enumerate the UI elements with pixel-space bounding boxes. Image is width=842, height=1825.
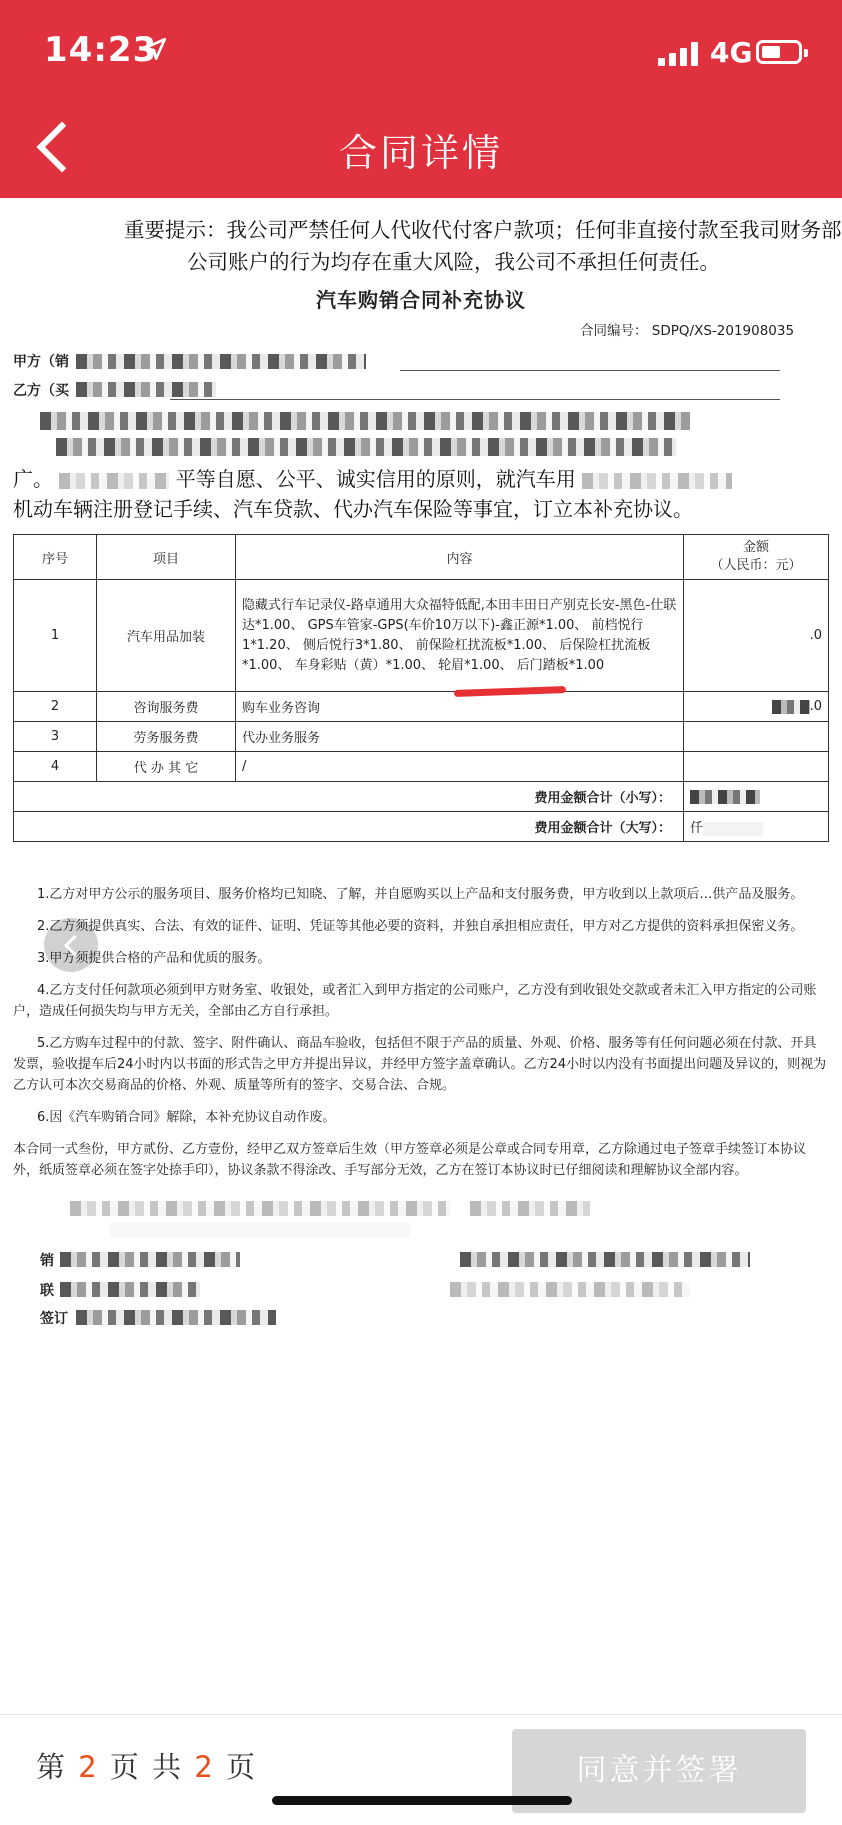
redacted-inline-2 (582, 473, 732, 489)
row-amount (684, 722, 829, 752)
location-arrow-icon (142, 36, 168, 62)
status-time: 14:23 (44, 30, 158, 70)
row-item: 劳务服务费 (97, 722, 236, 752)
terms-section (13, 884, 829, 1192)
header-no: 序号 (14, 535, 97, 580)
party-b-line (170, 399, 780, 400)
party-a-label: 甲方（销 (13, 354, 69, 370)
home-indicator[interactable] (272, 1796, 572, 1805)
signal-icon (658, 42, 702, 66)
redacted-contact-right (450, 1282, 690, 1297)
notice-line-2: 公司账户的行为均存在重大风险，我公司不承担任何责任。 (187, 250, 720, 274)
total-pages: 2 (194, 1750, 215, 1784)
row-content: 购车业务咨询 (236, 692, 684, 722)
previous-page-arrow[interactable] (44, 918, 98, 972)
term-5: 5.乙方购车过程中的付款、签字、附件确认、商品车验收，包括但不限于产品的质量、外观、价格、服务等有任何问题必须在付款、开具发票，验收提车后24小时内以书面的形式告之甲方并提出异议，并经甲方签字盖章确认。乙方24小时以内没有书面提出问题及异议的，则视为乙方认可本次交易商品的价格、外观、质量等所有的签字、交易合法、合规。 (13, 1036, 827, 1093)
redacted-contact (60, 1282, 200, 1297)
row-amount (684, 752, 829, 782)
row-no: 2 (14, 692, 97, 722)
table-row (14, 722, 829, 752)
row-item: 咨询服务费 (97, 692, 236, 722)
important-notice (124, 214, 842, 278)
page-indicator: 第 2 页 共 2 页 (36, 1750, 258, 1784)
party-a-line (400, 370, 780, 371)
row-item: 汽车用品加装 (97, 580, 236, 692)
row-no: 3 (14, 722, 97, 752)
intro-line-3: 机动车辆注册登记手续、汽车贷款、代办汽车保险等事宜，订立本补充协议。 (13, 497, 693, 521)
term-7: 本合同一式叁份，甲方贰份、乙方壹份，经甲乙双方签章后生效（甲方签章必须是公章或合同专用章，乙方除通过电子签章手续签订本协议外，纸质签章必须在签字处捺手印），协议条款不得涂改、手写部分无效，乙方在签订本协议时已仔细阅读和理解协议全部内容。 (13, 1142, 807, 1178)
signed-label: 签订 (40, 1311, 68, 1327)
redacted-text-2 (56, 438, 676, 456)
notice-line-1: 重要提示：我公司严禁任何人代收代付客户款项；任何非直接付款至我司财务部 (124, 218, 842, 242)
network-type: 4G (710, 36, 753, 69)
table-row (14, 752, 829, 782)
redacted-signed (76, 1310, 276, 1325)
agree-sign-button[interactable]: 同意并签署 (512, 1729, 806, 1813)
redacted-amount (703, 822, 763, 836)
total-small-value (684, 782, 829, 812)
page-title: 合同详情 (338, 131, 503, 175)
table-row (14, 580, 829, 692)
term-6: 6.因《汽车购销合同》解除，本补充协议自动作废。 (37, 1110, 336, 1125)
redacted-sales-right (460, 1252, 750, 1267)
row-content: 隐藏式行车记录仪-路卓通用大众福特低配,本田丰田日产别克长安-黑色-仕联达*1.00、 GPS车管家-GPS(车价10万以下)-鑫正源*1.00、 前档悦行1*1.20、 侧后悦行3*1.80、 前保险杠扰流板*1.00、 后保险杠扰流板*1.00、 车身彩贴（黄）*1.00、 轮眉*1.00、 后门踏板*1.00 (236, 580, 684, 692)
table-row (14, 692, 829, 722)
row-content: 代办业务服务 (236, 722, 684, 752)
term-2: 2.乙方须提供真实、合法、有效的证件、证明、凭证等其他必要的资料，并独自承担相应责任，甲方对乙方提供的资料承担保密义务。 (37, 919, 804, 934)
total-big-value: 仟 (684, 812, 829, 842)
contact-sign-label: 联 (40, 1283, 54, 1299)
service-table (13, 534, 829, 842)
redacted-sign-3 (110, 1222, 410, 1237)
row-amount: .0 (684, 580, 829, 692)
total-small-row (14, 782, 829, 812)
header-item: 项目 (97, 535, 236, 580)
redacted-text-1 (40, 412, 690, 430)
row-no: 1 (14, 580, 97, 692)
row-amount: .0 (684, 692, 829, 722)
header-content: 内容 (236, 535, 684, 580)
header-amount: 金额 （人民币：元） (684, 535, 829, 580)
redacted-amount (772, 700, 810, 714)
redacted-amount (690, 790, 760, 804)
redacted-sign-2 (470, 1201, 590, 1216)
row-no: 4 (14, 752, 97, 782)
contract-number: 合同编号： SDPQ/XS-201908035 (580, 323, 795, 339)
redacted-party-b (76, 382, 216, 397)
contract-document (0, 198, 842, 1698)
party-b-label: 乙方（买 (13, 383, 69, 399)
term-3: 3.甲方须提供合格的产品和优质的服务。 (37, 951, 271, 966)
battery-icon (756, 40, 802, 64)
row-content: / (236, 752, 684, 782)
app-header (0, 0, 842, 198)
total-big-label: 费用金额合计（大写）： (14, 812, 684, 842)
redacted-sign-1 (70, 1201, 450, 1216)
current-page: 2 (78, 1750, 99, 1784)
document-title: 汽车购销合同补充协议 (316, 288, 526, 312)
bottom-bar (0, 1714, 842, 1825)
term-1: 1.乙方对甲方公示的服务项目、服务价格均已知晓、了解，并自愿购买以上产品和支付服务费，甲方收到以上款项后…供产品及服务。 (37, 887, 804, 902)
redacted-sales (60, 1252, 240, 1267)
row-item: 代 办 其 它 (97, 752, 236, 782)
total-small-label: 费用金额合计（小写）： (14, 782, 684, 812)
intro-line-1: 广。 平等自愿、公平、诚实信用的原则，就汽车用 (13, 464, 841, 494)
sales-sign-label: 销 (40, 1253, 54, 1269)
total-big-row (14, 812, 829, 842)
table-header-row (14, 535, 829, 580)
redacted-inline (59, 473, 169, 489)
redacted-party-a (76, 354, 366, 369)
term-4: 4.乙方支付任何款项必须到甲方财务室、收银处，或者汇入到甲方指定的公司账户，乙方没有到收银处交款或者未汇入甲方指定的公司账户，造成任何损失均与甲方无关，全部由乙方自行承担。 (13, 983, 817, 1019)
